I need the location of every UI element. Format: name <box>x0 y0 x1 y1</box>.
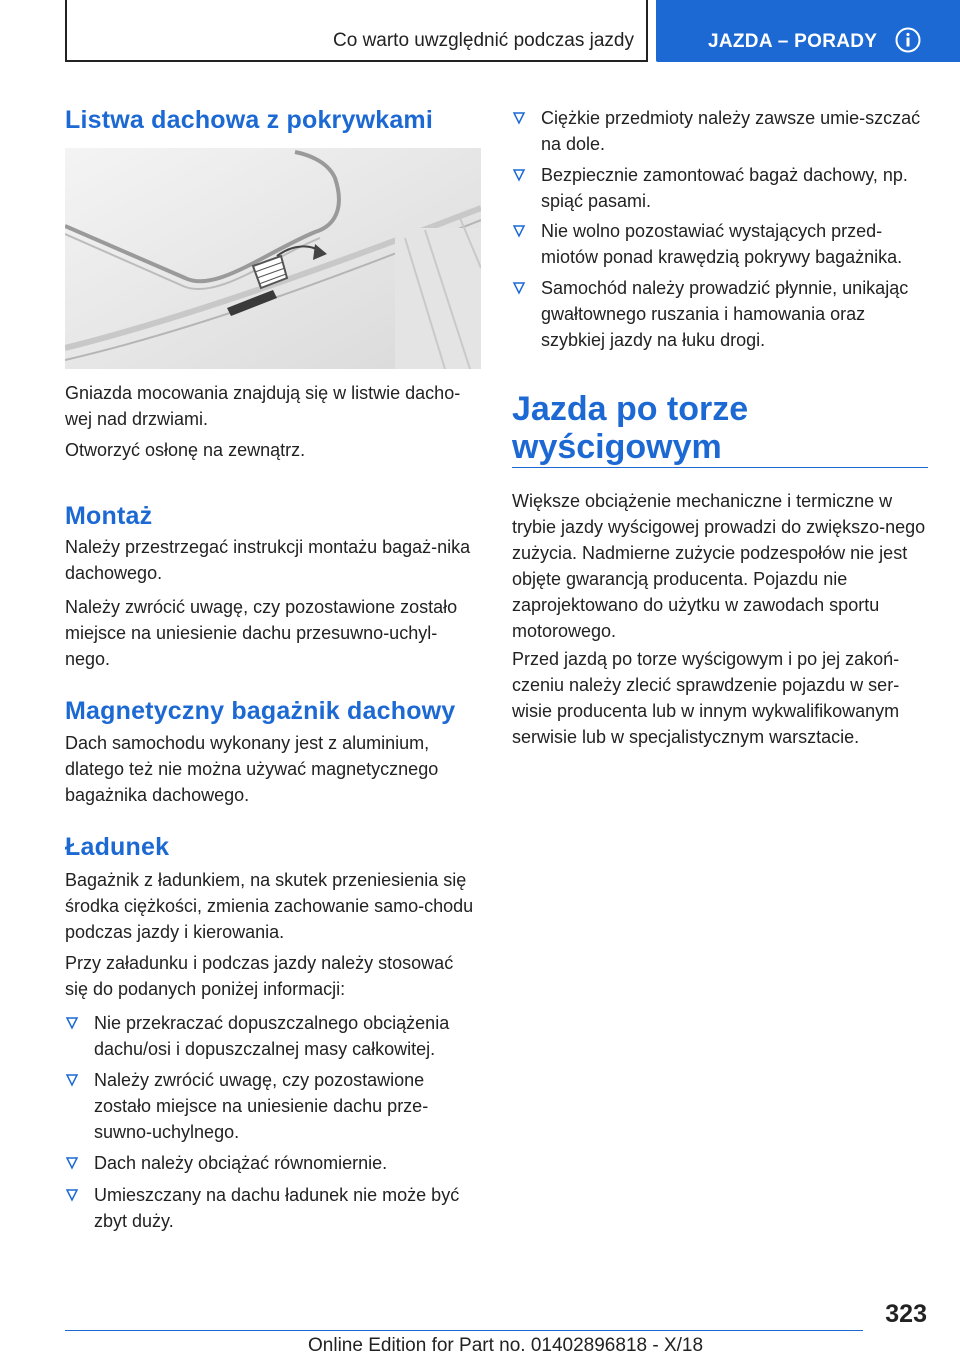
paragraph-gniazda: Gniazda mocowania znajdują się w listwie dacho‐wej nad drzwiami. <box>65 383 461 429</box>
heading-magnetyczny: Magnetyczny bagażnik dachowy <box>65 697 456 725</box>
footer-rule <box>65 1330 863 1331</box>
info-icon[interactable] <box>895 27 921 53</box>
paragraph-magnetyczny: Dach samochodu wykonany jest z aluminium, dlatego też nie można używać magnetycznego bagażnika dachowego. <box>65 733 439 805</box>
triangle-bullet-icon <box>512 111 526 125</box>
heading-ladunek: Ładunek <box>65 833 170 861</box>
paragraph-montaz-2: Należy zwrócić uwagę, czy pozostawione zostało miejsce na uniesienie dachu przesuwno-uchyl‐nego. <box>65 597 458 669</box>
paragraph-montaz-1: Należy przestrzegać instrukcji montażu bagaż‐nika dachowego. <box>65 537 471 583</box>
list-item: Ciężkie przedmioty należy zawsze umie‐szczać na dole. <box>512 105 928 157</box>
paragraph-ladunek-2: Przy załadunku i podczas jazdy należy stosować się do podanych poniżej informacji: <box>65 953 454 999</box>
heading-montaz: Montaż <box>65 502 153 530</box>
header-chapter-title: Co warto uwzględnić podczas jazdy <box>333 30 634 51</box>
list-item: Samochód należy prowadzić płynnie, unikając gwałtownego ruszania i hamowania oraz szybkiej jazdy na łuku drogi. <box>512 275 928 353</box>
triangle-bullet-icon <box>65 1188 79 1202</box>
paragraph-jazda-2: Przed jazdą po torze wyścigowym i po jej zakoń‐czeniu należy zlecić sprawdzenie pojazdu w ser‐wisie producenta lub w innym wykwalifikowanym serwisie lub w specjalistycznym warsztacie. <box>512 649 900 747</box>
paragraph-jazda-1: Większe obciążenie mechaniczne i termiczne w trybie jazdy wyścigowej prowadzi do zwiększo‐nego zużycia. Nadmierne zużycie podzespołów nie jest objęte gwarancją producenta. Pojazdu nie zaprojektowano do użytku w zawodach sportu motorowego. <box>512 491 926 641</box>
triangle-bullet-icon <box>65 1156 79 1170</box>
header-section-title: JAZDA – PORADY <box>708 31 878 52</box>
list-item: Dach należy obciążać równomiernie. <box>65 1150 481 1176</box>
header-section-tab[interactable] <box>656 0 960 62</box>
roof-rail-illustration <box>65 148 481 369</box>
triangle-bullet-icon <box>65 1073 79 1087</box>
page-number: 323 <box>885 1300 927 1328</box>
paragraph-otworzyc: Otworzyć osłonę na zewnątrz. <box>65 440 306 460</box>
header-chapter-box <box>65 0 648 62</box>
triangle-bullet-icon <box>65 1016 79 1030</box>
triangle-bullet-icon <box>512 168 526 182</box>
list-item: Nie przekraczać dopuszczalnego obciążenia dachu/osi i dopuszczalnej masy całkowitej. <box>65 1010 481 1062</box>
paragraph-ladunek-1: Bagażnik z ładunkiem, na skutek przeniesienia się środka ciężkości, zmienia zachowanie samo‐chodu podczas jazdy i kierowania. <box>65 870 474 942</box>
triangle-bullet-icon <box>512 224 526 238</box>
list-item: Należy zwrócić uwagę, czy pozostawione zostało miejsce na uniesienie dachu prze‐suwno-uchylnego. <box>65 1067 481 1145</box>
heading-rule <box>512 467 928 468</box>
heading-listwa: Listwa dachowa z pokrywkami <box>65 106 434 134</box>
edition-note: Online Edition for Part no. 01402896818 - X/18 <box>308 1335 704 1356</box>
triangle-bullet-icon <box>512 281 526 295</box>
list-item: Nie wolno pozostawiać wystających przed‐miotów ponad krawędzią pokrywy bagażnika. <box>512 218 928 270</box>
list-item: Umieszczany na dachu ładunek nie może być zbyt duży. <box>65 1182 481 1234</box>
list-item: Bezpiecznie zamontować bagaż dachowy, np. spiąć pasami. <box>512 162 928 214</box>
heading-jazda-po-torze: Jazda po torze wyścigowym <box>512 390 749 466</box>
